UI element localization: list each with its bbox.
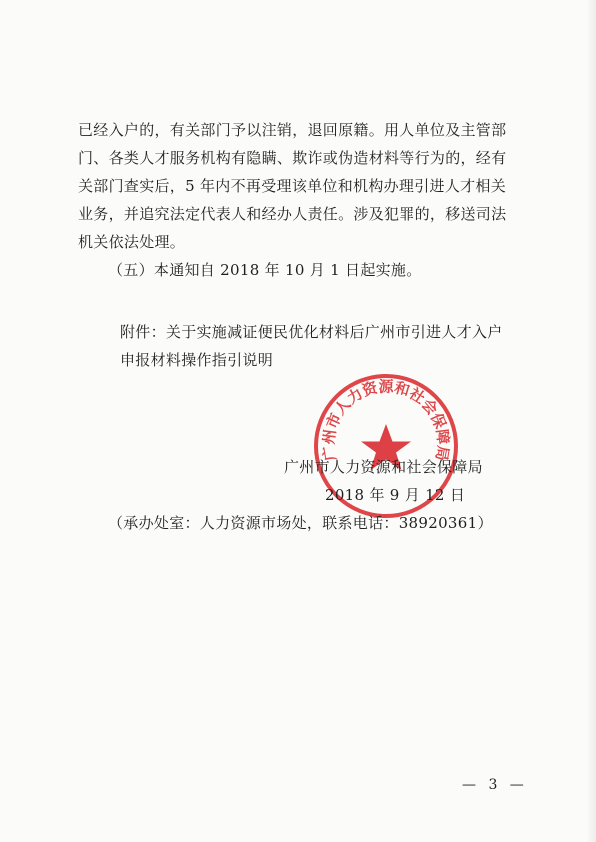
issuing-organization: 广州市人力资源和社会保障局 <box>284 458 483 476</box>
contact-info: （承办处室：人力资源市场处，联系电话：38920361） <box>108 514 493 532</box>
attachment-line-1: 附件：关于实施减证便民优化材料后广州市引进人才入户 <box>120 323 503 341</box>
paragraph-line: 机关依法处理。 <box>78 233 186 251</box>
paragraph-line: 已经入户的，有关部门予以注销，退回原籍。用人单位及主管部 <box>78 121 507 139</box>
paragraph-line: 业务，并追究法定代表人和经办人责任。涉及犯罪的，移送司法 <box>78 205 507 223</box>
attachment-note <box>120 318 540 374</box>
notice-body <box>78 116 528 284</box>
paragraph-line: 关部门查实后，5 年内不再受理该单位和机构办理引进人才相关 <box>78 177 507 195</box>
issue-date: 2018 年 9 月 12 日 <box>325 486 466 504</box>
seal-text: 广州市人力资源和社会保障局 <box>319 377 453 463</box>
attachment-line-2: 申报材料操作指引说明 <box>120 351 274 369</box>
paragraph-line: 门、各类人才服务机构有隐瞒、欺诈或伪造材料等行为的，经有 <box>78 149 507 167</box>
effective-date-clause: （五）本通知自 2018 年 10 月 1 日起实施。 <box>108 261 422 279</box>
page-number: — 3 — <box>462 777 528 793</box>
page-edge-shadow <box>586 0 596 842</box>
